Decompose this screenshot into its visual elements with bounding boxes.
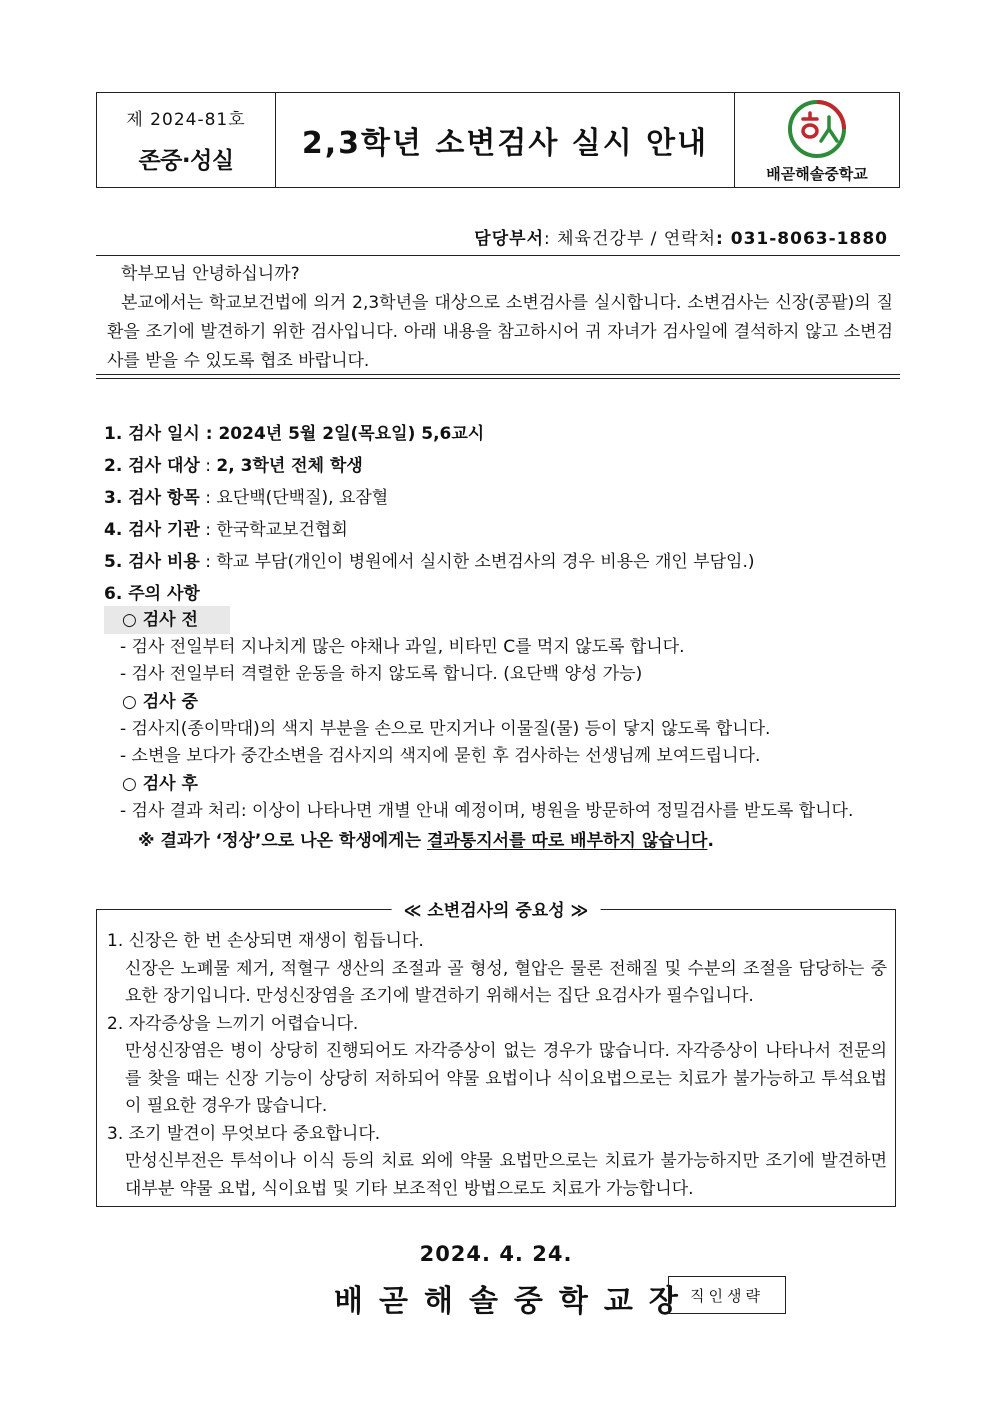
bullet-item: - 검사 전일부터 지나치게 많은 야채나 과일, 비타민 C를 먹지 않도록 합니다. bbox=[120, 637, 685, 657]
importance-body bbox=[107, 928, 887, 1203]
school-logo-name: 배곧해솔중학교 bbox=[766, 164, 868, 183]
item-value: 2024년 5월 2일(목요일) 5,6교시 bbox=[218, 424, 485, 444]
item-value: 요단백(단백질), 요잠혈 bbox=[216, 488, 389, 508]
importance-point-body: 만성신장염은 병이 상당히 진행되어도 자각증상이 없는 경우가 많습니다. 자각증상이 나타나서 전문의를 찾을 때는 신장 기능이 상당히 저하되어 약물 요법이나 식이요법으로는 치료가 불가능하고 투석요법이 필요한 경우가 많습니다. bbox=[125, 1041, 887, 1116]
item-label: 4. 검사 기관 bbox=[104, 520, 200, 540]
notice-underlined: 결과통지서를 따로 배부하지 않습니다 bbox=[426, 831, 708, 851]
principal-signature: 배곧해솔중학교장 bbox=[334, 1284, 694, 1319]
precautions-section bbox=[104, 606, 904, 857]
item-label: 5. 검사 비용 bbox=[104, 552, 200, 572]
header-box bbox=[96, 92, 900, 188]
exam-details-list bbox=[104, 418, 904, 610]
intro-body: 본교에서는 학교보건법에 의거 2,3학년을 대상으로 소변검사를 실시합니다. 소변검사는 신장(콩팥)의 질환을 조기에 발견하기 위한 검사입니다. 아래 내용을 참고하시어 귀 자녀가 검사일에 결석하지 않고 소변검사를 받을 수 있도록 협조 바랍니다. bbox=[107, 293, 893, 371]
bullet-item: - 소변을 보다가 중간소변을 검사지의 색지에 묻힌 후 검사하는 선생님께 보여드립니다. bbox=[120, 746, 761, 766]
phone-number: : 031-8063-1880 bbox=[716, 229, 888, 249]
document-number: 제 2024-81호 bbox=[126, 110, 246, 130]
list-item: 4. 검사 기관 : 한국학교보건협회 bbox=[104, 520, 348, 540]
divider-bottom bbox=[96, 374, 900, 375]
divider-top bbox=[96, 255, 900, 256]
contact-line bbox=[474, 224, 888, 249]
result-notice: ※ 결과가 ‘정상’으로 나온 학생에게는 결과통지서를 따로 배부하지 않습니다. bbox=[138, 831, 714, 851]
school-motto: 존중·성실 bbox=[138, 148, 234, 174]
bullet-item: - 검사지(종이막대)의 색지 부분을 손으로 만지거나 이물질(물) 등이 닿지 않도록 합니다. bbox=[120, 719, 771, 739]
divider-bottom-double bbox=[96, 378, 900, 379]
header-left-cell bbox=[97, 93, 276, 187]
during-test-heading: ○ 검사 중 bbox=[122, 692, 198, 712]
importance-point-heading: 1. 신장은 한 번 손상되면 재생이 힘듭니다. bbox=[107, 931, 424, 951]
after-test-heading: ○ 검사 후 bbox=[122, 774, 198, 794]
before-test-heading: ○ 검사 전 bbox=[104, 606, 230, 634]
item-value: 2, 3학년 전체 학생 bbox=[216, 456, 363, 476]
document-title: 2,3학년 소변검사 실시 안내 bbox=[301, 126, 709, 161]
issue-date: 2024. 4. 24. bbox=[419, 1242, 573, 1266]
intro-section bbox=[107, 260, 893, 376]
importance-point-heading: 2. 자각증상을 느끼기 어렵습니다. bbox=[107, 1013, 359, 1034]
item-label: 2. 검사 대상 bbox=[104, 456, 200, 476]
importance-point-body: 만성신부전은 투석이나 이식 등의 치료 외에 약물 요법만으로는 치료가 불가능하지만 조기에 발견하면 대부분 약물 요법, 식이요법 및 기타 보조적인 방법으로도 치료가 가능합니다. bbox=[125, 1151, 887, 1199]
list-item: 5. 검사 비용 : 학교 부담(개인이 병원에서 실시한 소변검사의 경우 비용은 개인 부담임.) bbox=[104, 552, 755, 572]
item-value: 학교 부담(개인이 병원에서 실시한 소변검사의 경우 비용은 개인 부담임.) bbox=[216, 552, 755, 572]
list-item: 2. 검사 대상 : 2, 3학년 전체 학생 bbox=[104, 456, 363, 476]
list-item: 1. 검사 일시 : 2024년 5월 2일(목요일) 5,6교시 bbox=[104, 424, 485, 444]
importance-point-body: 신장은 노폐물 제거, 적혈구 생산의 조절과 골 형성, 혈압은 물론 전해질 및 수분의 조절을 담당하는 중요한 장기입니다. 만성신장염을 조기에 발견하기 위해서는 집단 요검사가 필수입니다. bbox=[125, 958, 887, 1006]
school-emblem-icon bbox=[785, 97, 849, 161]
item-label: 3. 검사 항목 bbox=[104, 488, 200, 508]
item-value: 한국학교보건협회 bbox=[216, 520, 348, 540]
seal-omitted-box: 직인생략 bbox=[668, 1276, 786, 1314]
header-logo-cell bbox=[735, 93, 899, 187]
importance-box bbox=[96, 901, 896, 1207]
item-label: 1. 검사 일시 bbox=[104, 424, 200, 444]
item-label: 6. 주의 사항 bbox=[104, 584, 200, 604]
importance-title: ≪ 소변검사의 중요성 ≫ bbox=[392, 896, 601, 921]
greeting: 학부모님 안녕하십니까? bbox=[121, 264, 300, 284]
bullet-item: - 검사 결과 처리: 이상이 나타나면 개별 안내 예정이며, 병원을 방문하여 정밀검사를 받도록 합니다. bbox=[120, 801, 854, 821]
list-item: 3. 검사 항목 : 요단백(단백질), 요잠혈 bbox=[104, 488, 389, 508]
dept-value: : 체육건강부 / 연락처 bbox=[544, 229, 717, 249]
dept-label: 담당부서 bbox=[474, 229, 544, 249]
importance-point-heading: 3. 조기 발견이 무엇보다 중요합니다. bbox=[107, 1123, 381, 1144]
header-title-cell bbox=[276, 93, 735, 187]
bullet-item: - 검사 전일부터 격렬한 운동을 하지 않도록 합니다. (요단백 양성 가능) bbox=[120, 664, 643, 684]
